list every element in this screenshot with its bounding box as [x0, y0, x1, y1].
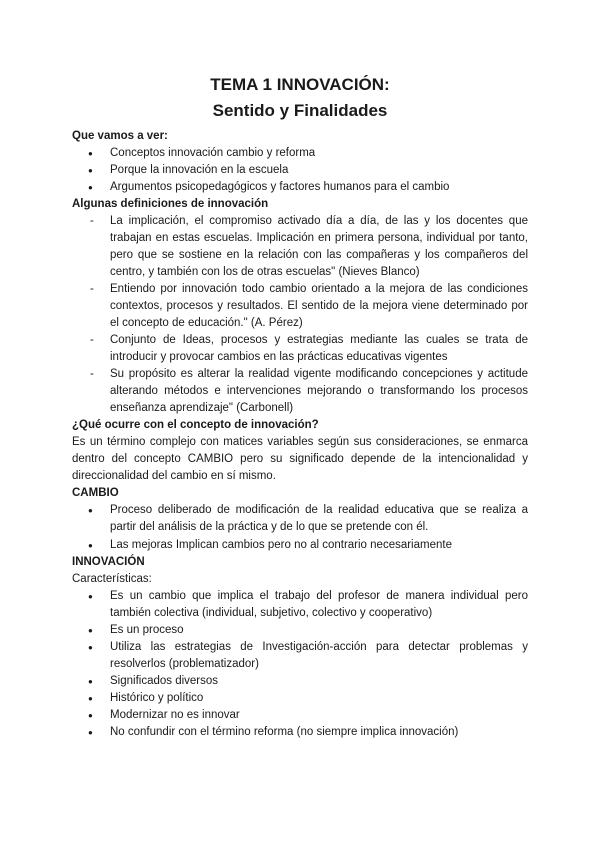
section-heading-innovacion: INNOVACIÓN	[72, 556, 145, 568]
cambio-list	[72, 502, 528, 554]
list-item: - Conjunto de Ideas, procesos y estrategias mediante las cuales se trata de introducir y provocar cambios en las prácticas educativas vigentes	[72, 332, 528, 366]
list-item: - Su propósito es alterar la realidad vigente modificando concepciones y actitude alterando métodos e intervenciones mejorando o transformando los procesos enseñanza aprendizaje" (Carbonell)	[72, 366, 528, 417]
list-item: ● Utiliza las estrategias de Investigación-acción para detectar problemas y resolverlos (problematizador)	[72, 639, 528, 673]
list-item: ● Es un proceso	[72, 622, 528, 639]
list-item: ● Conceptos innovación cambio y reforma	[72, 145, 528, 162]
list-item: - La implicación, el compromiso activado día a día, de las y los docentes que trabajan en estas escuelas. Implicación en primera persona, individual por tanto, pero que se sostiene en la relación con las compañeras y los compañeros del centro, y también con los de otras escuelas" (Nieves Blanco)	[72, 213, 528, 281]
topics-list	[72, 145, 528, 196]
page-subtitle: Sentido y Finalidades	[212, 101, 388, 120]
list-item: ● Argumentos psicopedagógicos y factores humanos para el cambio	[72, 179, 528, 196]
list-item: ● Es un cambio que implica el trabajo del profesor de manera individual pero también colectiva (individual, subjetivo, colectivo y cooperativo)	[72, 588, 528, 622]
section-heading-que-vamos-a-ver: Que vamos a ver:	[72, 130, 168, 142]
list-item: ● Histórico y político	[72, 690, 528, 707]
concepto-paragraph: Es un término complejo con matices variables según sus consideraciones, se enmarca dentro del concepto CAMBIO pero su significado depende de la intencionalidad y direccionalidad del cambio en sí mismo.	[72, 436, 528, 482]
list-item: ● Proceso deliberado de modificación de la realidad educativa que se realiza a partir del análisis de la práctica y de lo que se pretende con él.	[72, 502, 528, 536]
section-heading-definiciones: Algunas definiciones de innovación	[72, 198, 269, 210]
list-item: ● Porque la innovación en la escuela	[72, 162, 528, 179]
list-item: ● Las mejoras Implican cambios pero no al contrario necesariamente	[72, 537, 528, 554]
caracteristicas-label: Características:	[72, 573, 152, 585]
section-heading-concepto: ¿Qué ocurre con el concepto de innovación?	[72, 419, 319, 431]
list-item: ● No confundir con el término reforma (no siempre implica innovación)	[72, 724, 528, 741]
list-item: - Entiendo por innovación todo cambio orientado a la mejora de las condiciones contextos, procesos y resultados. El sentido de la mejora viene determinado por el concepto de educación." (A. Pérez)	[72, 281, 528, 332]
page-title: TEMA 1 INNOVACIÓN:	[210, 75, 390, 94]
definitions-list	[72, 213, 528, 417]
list-item: ● Significados diversos	[72, 673, 528, 690]
caracteristicas-list	[72, 588, 528, 741]
list-item: ● Modernizar no es innovar	[72, 707, 528, 724]
section-heading-cambio: CAMBIO	[72, 487, 119, 499]
